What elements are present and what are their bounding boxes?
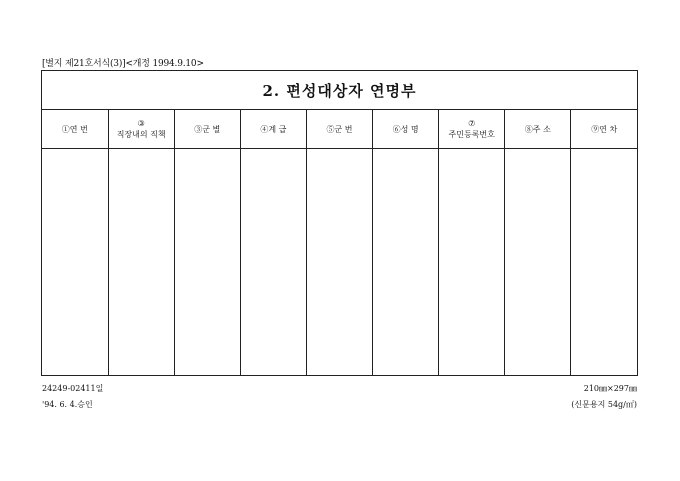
cell-rank[interactable] (240, 149, 306, 376)
header-note: [별지 제21호서식(3)]<개정 1994.9.10> (42, 59, 204, 69)
cell-name[interactable] (373, 149, 439, 376)
approval-date: '94. 6. 4.승인 (42, 400, 93, 409)
cell-year[interactable] (571, 149, 637, 376)
cell-serial[interactable] (42, 149, 108, 376)
col-header-resident-number: ⑦ 주민등록번호 (439, 110, 505, 149)
col-header-position: ③ 직장내의 직책 (108, 110, 174, 149)
cell-resident-number[interactable] (439, 149, 505, 376)
cell-address[interactable] (505, 149, 571, 376)
cell-branch[interactable] (174, 149, 240, 376)
body-row (42, 149, 637, 376)
paper-size: 210㎜×297㎜ (583, 384, 637, 393)
header-row (42, 110, 637, 149)
cell-position[interactable] (108, 149, 174, 376)
col-header-serial: ①연 번 (42, 110, 108, 149)
col-header-name: ⑥성 명 (373, 110, 439, 149)
cell-service-number[interactable] (306, 149, 372, 376)
col-header-year: ⑨연 차 (571, 110, 637, 149)
roster-table (42, 110, 637, 375)
form-title: 2. 편성대상자 연명부 (262, 81, 417, 100)
paper-type: (신문용지 54g/㎡) (571, 400, 637, 409)
col-header-service-number: ⑤군 번 (306, 110, 372, 149)
title-row (42, 71, 637, 110)
roster-form (41, 70, 638, 376)
col-header-address: ⑧주 소 (505, 110, 571, 149)
col-header-branch: ③군 별 (174, 110, 240, 149)
form-code: 24249-02411일 (42, 384, 104, 393)
col-header-rank: ④계 급 (240, 110, 306, 149)
